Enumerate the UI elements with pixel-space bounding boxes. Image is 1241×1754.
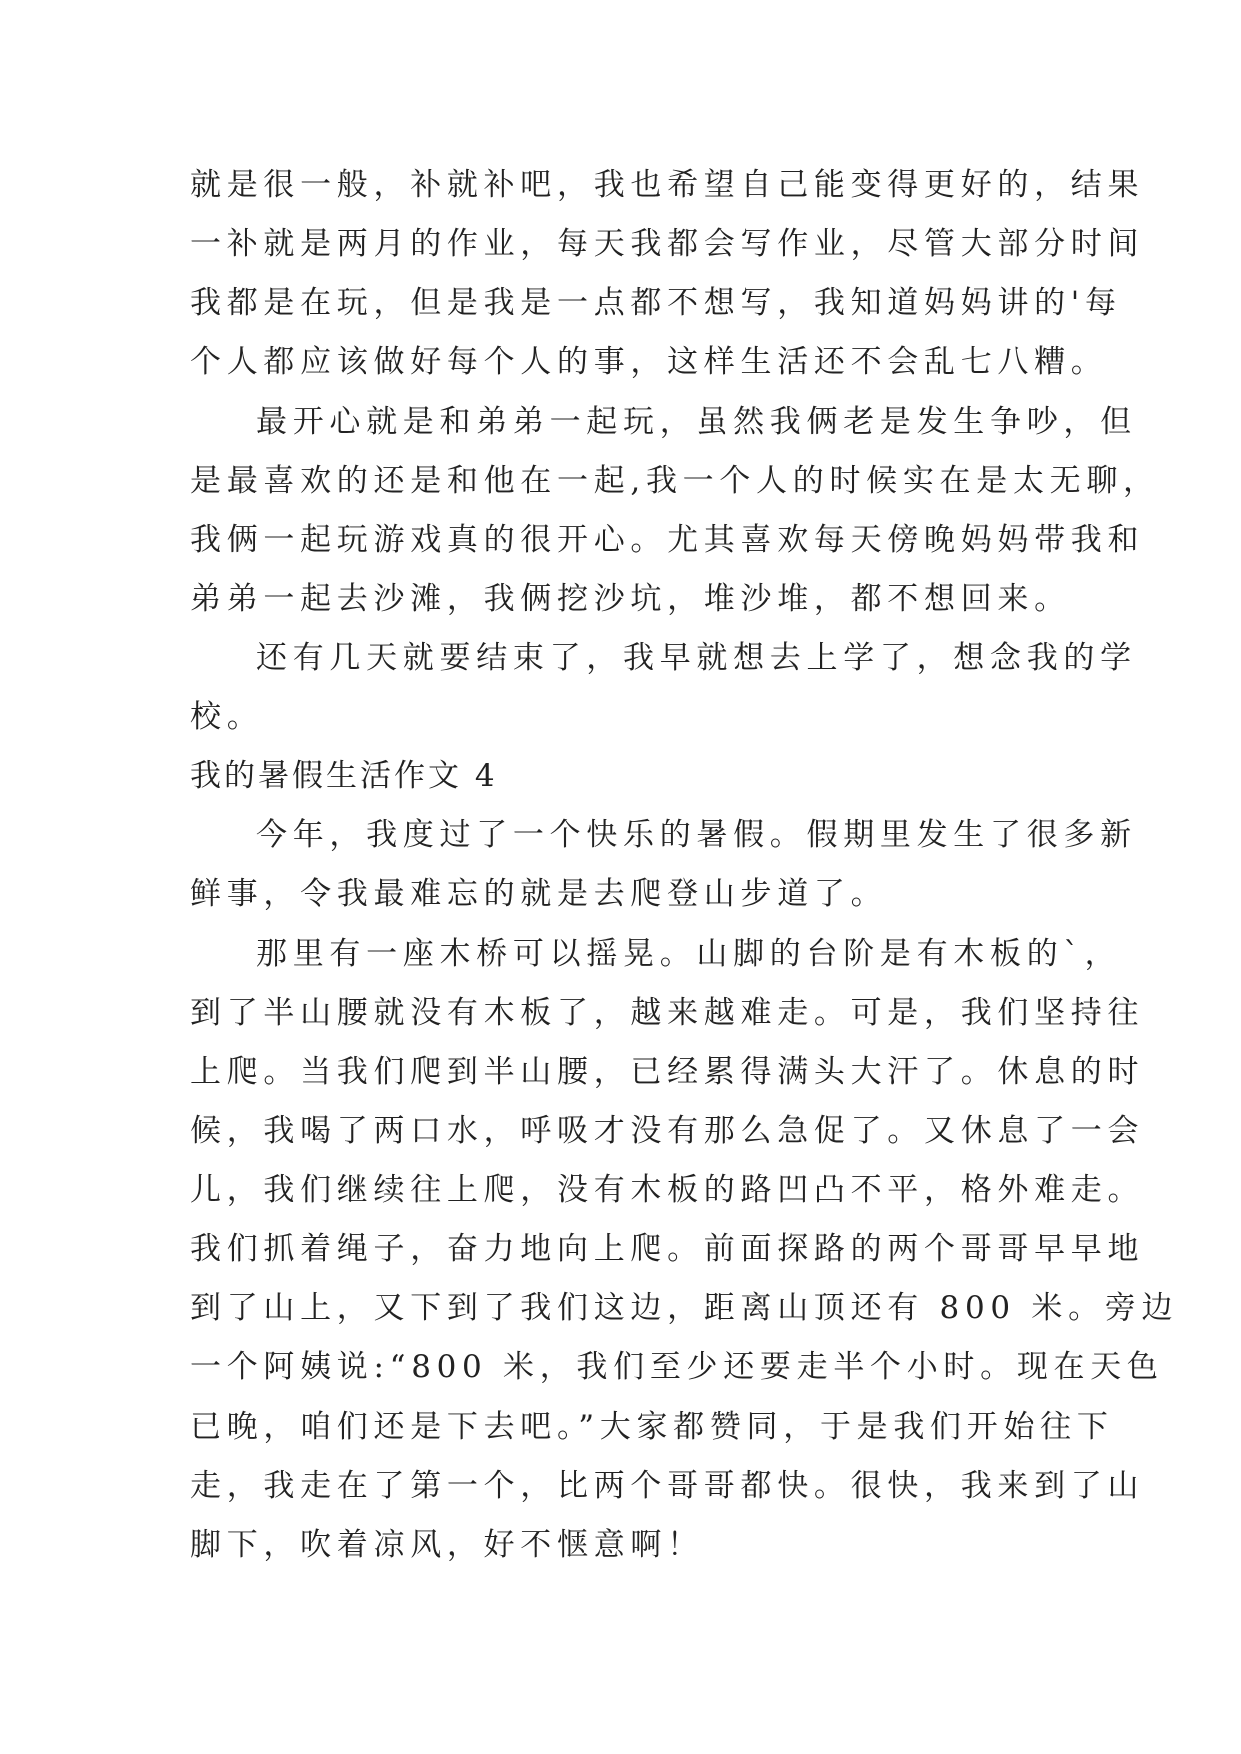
text-line: 已晚，咱们还是下去吧。”大家都赞同，于是我们开始往下 [190,1409,1114,1445]
text-line: 鲜事，令我最难忘的就是去爬登山步道了。 [190,876,888,912]
text-line: 那里有一座木桥可以摇晃。山脚的台阶是有木板的`， [256,936,1122,972]
text-line: 今年，我度过了一个快乐的暑假。假期里发生了很多新 [256,817,1137,853]
text-line: 校。 [190,699,264,735]
text-line: 我们抓着绳子，奋力地向上爬。前面探路的两个哥哥早早地 [190,1231,1145,1267]
text-line: 我俩一起玩游戏真的很开心。尤其喜欢每天傍晚妈妈带我和 [190,522,1145,558]
text-line: 一个阿姨说:“800 米，我们至少还要走半个小时。现在天色 [190,1349,1164,1385]
text-line: 是最喜欢的还是和他在一起,我一个人的时候实在是太无聊， [190,463,1160,499]
text-line: 还有几天就要结束了，我早就想去上学了，想念我的学 [256,640,1137,676]
text-line: 我都是在玩，但是我是一点都不想写，我知道妈妈讲的'每 [190,285,1122,321]
text-line: 脚下，吹着凉风，好不惬意啊！ [190,1527,704,1563]
section-heading: 我的暑假生活作文 4 [190,758,498,794]
text-line: 到了半山腰就没有木板了，越来越难走。可是，我们坚持往 [190,995,1145,1031]
text-line: 到了山上，又下到了我们这边，距离山顶还有 800 米。旁边 [190,1290,1179,1326]
text-line: 就是很一般，补就补吧，我也希望自己能变得更好的，结果 [190,167,1145,203]
text-line: 个人都应该做好每个人的事，这样生活还不会乱七八糟。 [190,344,1108,380]
text-line: 最开心就是和弟弟一起玩，虽然我俩老是发生争吵，但 [256,404,1137,440]
text-line: 弟弟一起去沙滩，我俩挖沙坑，堆沙堆，都不想回来。 [190,581,1071,617]
text-line: 上爬。当我们爬到半山腰，已经累得满头大汗了。休息的时 [190,1054,1145,1090]
text-line: 候，我喝了两口水，呼吸才没有那么急促了。又休息了一会 [190,1113,1145,1149]
text-line: 走，我走在了第一个，比两个哥哥都快。很快，我来到了山 [190,1468,1145,1504]
text-line: 儿，我们继续往上爬，没有木板的路凹凸不平，格外难走。 [190,1172,1145,1208]
text-line: 一补就是两月的作业，每天我都会写作业，尽管大部分时间 [190,226,1145,262]
